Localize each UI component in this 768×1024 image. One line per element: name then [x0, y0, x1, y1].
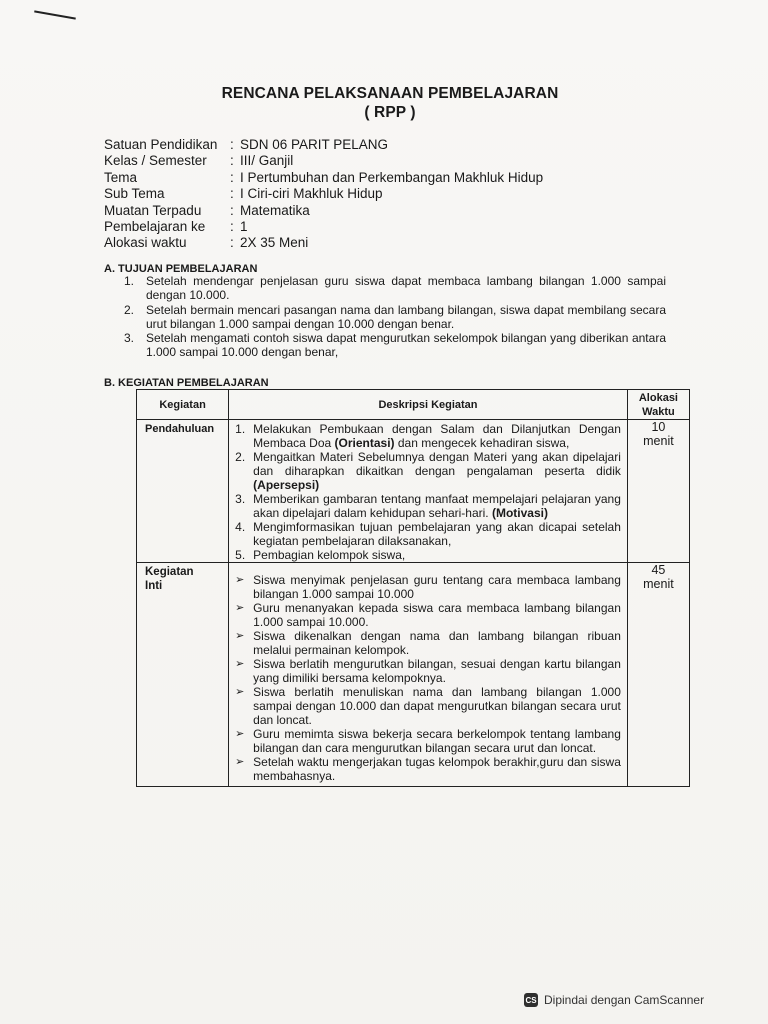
step-text-pre: Melakukan Pembukaan dengan Salam dan Dilanjutkan Dengan Membaca Doa: [253, 422, 621, 450]
table-row-inti: [137, 563, 690, 787]
step-text-pre: Pembagian kelompok siswa,: [253, 548, 406, 562]
objective-number: 1.: [124, 274, 135, 288]
objective-text: Setelah mendengar penjelasan guru siswa dapat membaca lambang bilangan 1.000 sampai dengan 10.000.: [146, 274, 666, 303]
table-row-pendahuluan: [137, 420, 690, 563]
arrow-bullet-icon: ➢: [235, 658, 245, 670]
watermark-text: Dipindai dengan CamScanner: [544, 993, 705, 1007]
objective-number: 2.: [124, 302, 135, 317]
phase-inti-line2: Inti: [145, 580, 163, 592]
phase-inti-line1: Kegiatan: [145, 566, 194, 578]
activity-text: Guru memimta siswa bekerja secara berkelompok tentang lambang bilangan dan cara mengurutkan bilangan secara urut dan loncat.: [253, 727, 621, 755]
step-text-pre: Mengaitkan Materi Sebelumnya dengan Materi yang akan dipelajari dan diharapkan dikaitkan dengan pengalaman peserta didik: [253, 450, 621, 478]
identity-row: [104, 219, 543, 235]
identity-row: [104, 203, 543, 219]
activities-table: [136, 389, 690, 787]
list-item: [235, 573, 621, 601]
time-value: 45: [651, 563, 666, 577]
alokasi-pendahuluan: [627, 420, 689, 563]
list-item: [235, 450, 621, 492]
list-item: [235, 727, 621, 755]
objective-text: Setelah mengamati contoh siswa dapat mengurutkan sekelompok bilangan yang diberikan antara 1.000 sampai 10.000 dengan benar,: [146, 331, 666, 360]
header-deskripsi: Deskripsi Kegiatan: [229, 390, 628, 420]
phase-inti: [137, 563, 229, 787]
time-value: 10: [651, 420, 666, 434]
colon: :: [230, 202, 234, 218]
activity-text: Siswa berlatih mengurutkan bilangan, sesuai dengan kartu bilangan yang dimiliki bersama kelompoknya.: [253, 657, 621, 685]
identity-value: SDN 06 PARIT PELANG: [240, 137, 389, 152]
identity-block: [104, 137, 543, 252]
header-kegiatan: Kegiatan: [137, 390, 229, 420]
identity-row: [104, 186, 543, 202]
step-text: [253, 492, 621, 520]
identity-value: I Pertumbuhan dan Perkembangan Makhluk Hidup: [240, 169, 544, 185]
objective-item: [124, 331, 666, 360]
list-item: [235, 629, 621, 657]
list-item: [235, 685, 621, 727]
step-number: 1.: [235, 422, 246, 436]
camscanner-watermark: [524, 990, 704, 1010]
activity-text: Setelah waktu mengerjakan tugas kelompok berakhir,guru dan siswa membahasnya.: [253, 755, 621, 783]
identity-value: III/ Ganjil: [240, 153, 294, 169]
objectives-list: [124, 274, 666, 360]
step-number: 4.: [235, 520, 246, 534]
phase-pendahuluan: Pendahuluan: [137, 420, 229, 563]
identity-value: Matematika: [240, 202, 310, 218]
step-text-bold: (Motivasi): [491, 506, 548, 520]
list-item: [235, 657, 621, 685]
identity-label: Pembelajaran ke: [104, 218, 206, 234]
header-alokasi: Alokasi Waktu: [627, 390, 689, 420]
activity-text: Guru menanyakan kepada siswa cara membaca lambang bilangan 1.000 sampai 10.000.: [253, 601, 621, 629]
arrow-bullet-icon: ➢: [235, 574, 245, 586]
identity-label: Kelas / Semester: [104, 153, 207, 169]
identity-label: Tema: [104, 169, 138, 185]
colon: :: [230, 153, 234, 169]
document-subtitle: ( RPP ): [364, 104, 416, 121]
step-number: 5.: [235, 548, 246, 562]
activity-text: Siswa dikenalkan dengan nama dan lambang bilangan ribuan melalui permainan kelompok.: [253, 629, 621, 657]
inti-description: [229, 563, 628, 787]
step-text: [253, 548, 621, 562]
arrow-bullet-icon: ➢: [235, 630, 245, 642]
identity-label: Alokasi waktu: [104, 235, 187, 251]
identity-row: [104, 170, 543, 186]
list-item: [235, 422, 621, 450]
alokasi-inti: [627, 563, 689, 787]
step-number: 2.: [235, 450, 246, 464]
step-text-bold: (Orientasi): [334, 436, 395, 450]
section-b-heading: B. KEGIATAN PEMBELAJARAN: [104, 377, 269, 389]
identity-label: Sub Tema: [104, 186, 165, 202]
identity-row: [104, 137, 543, 153]
table-header-row: [137, 390, 690, 420]
activity-text: Siswa berlatih menuliskan nama dan lambang bilangan 1.000 sampai dengan 10.000 dan dapat mengurutkan bilangan secara urut dan loncat.: [253, 685, 621, 727]
pendahuluan-description: [229, 420, 628, 563]
step-text-pre: Mengimformasikan tujuan pembelajaran yang akan dicapai setelah kegiatan pembelajaran dilaksanakan,: [253, 520, 621, 548]
identity-label: Satuan Pendidikan: [104, 137, 218, 152]
step-text-pre: Memberikan gambaran tentang manfaat mempelajari pelajaran yang akan dipelajari dalam kehidupan sehari-hari.: [253, 492, 621, 520]
colon: :: [230, 169, 234, 185]
arrow-bullet-icon: ➢: [235, 728, 245, 740]
document-title: RENCANA PELAKSANAAN PEMBELAJARAN: [221, 85, 559, 102]
time-unit: menit: [643, 434, 674, 448]
list-item: [235, 548, 621, 562]
objective-item: [124, 274, 666, 303]
colon: :: [230, 137, 234, 152]
identity-value: 2X 35 Meni: [240, 235, 309, 251]
objective-number: 3.: [124, 331, 135, 346]
step-number: 3.: [235, 492, 246, 506]
step-text: [253, 450, 621, 492]
objective-item: [124, 303, 666, 332]
colon: :: [230, 218, 234, 234]
step-text: [253, 422, 621, 450]
colon: :: [230, 235, 234, 251]
camscanner-logo-icon: CS: [524, 993, 538, 1007]
list-item: [235, 601, 621, 629]
list-item: [235, 520, 621, 548]
time-unit: menit: [643, 577, 674, 591]
identity-value: I Ciri-ciri Makhluk Hidup: [240, 186, 383, 202]
list-item: [235, 755, 621, 783]
arrow-bullet-icon: ➢: [235, 686, 245, 698]
pen-mark: [34, 10, 76, 19]
identity-row: [104, 153, 543, 169]
section-a-heading: A. TUJUAN PEMBELAJARAN: [104, 263, 258, 275]
list-item: [235, 492, 621, 520]
identity-row: [104, 235, 543, 251]
arrow-bullet-icon: ➢: [235, 602, 245, 614]
step-text: [253, 520, 621, 548]
colon: :: [230, 186, 234, 202]
arrow-bullet-icon: ➢: [235, 756, 245, 768]
step-text-post: dan mengecek kehadiran siswa,: [394, 436, 570, 450]
identity-label: Muatan Terpadu: [104, 202, 202, 218]
objective-text: Setelah bermain mencari pasangan nama dan lambang bilangan, siswa dapat membilang secara urut bilangan 1.000 sampai dengan 10.000 dengan benar.: [146, 302, 666, 331]
identity-value: 1: [240, 218, 248, 234]
activity-text: Siswa menyimak penjelasan guru tentang cara membaca lambang bilangan 1.000 sampai 10.000: [253, 573, 621, 601]
step-text-bold: (Apersepsi): [253, 478, 320, 492]
